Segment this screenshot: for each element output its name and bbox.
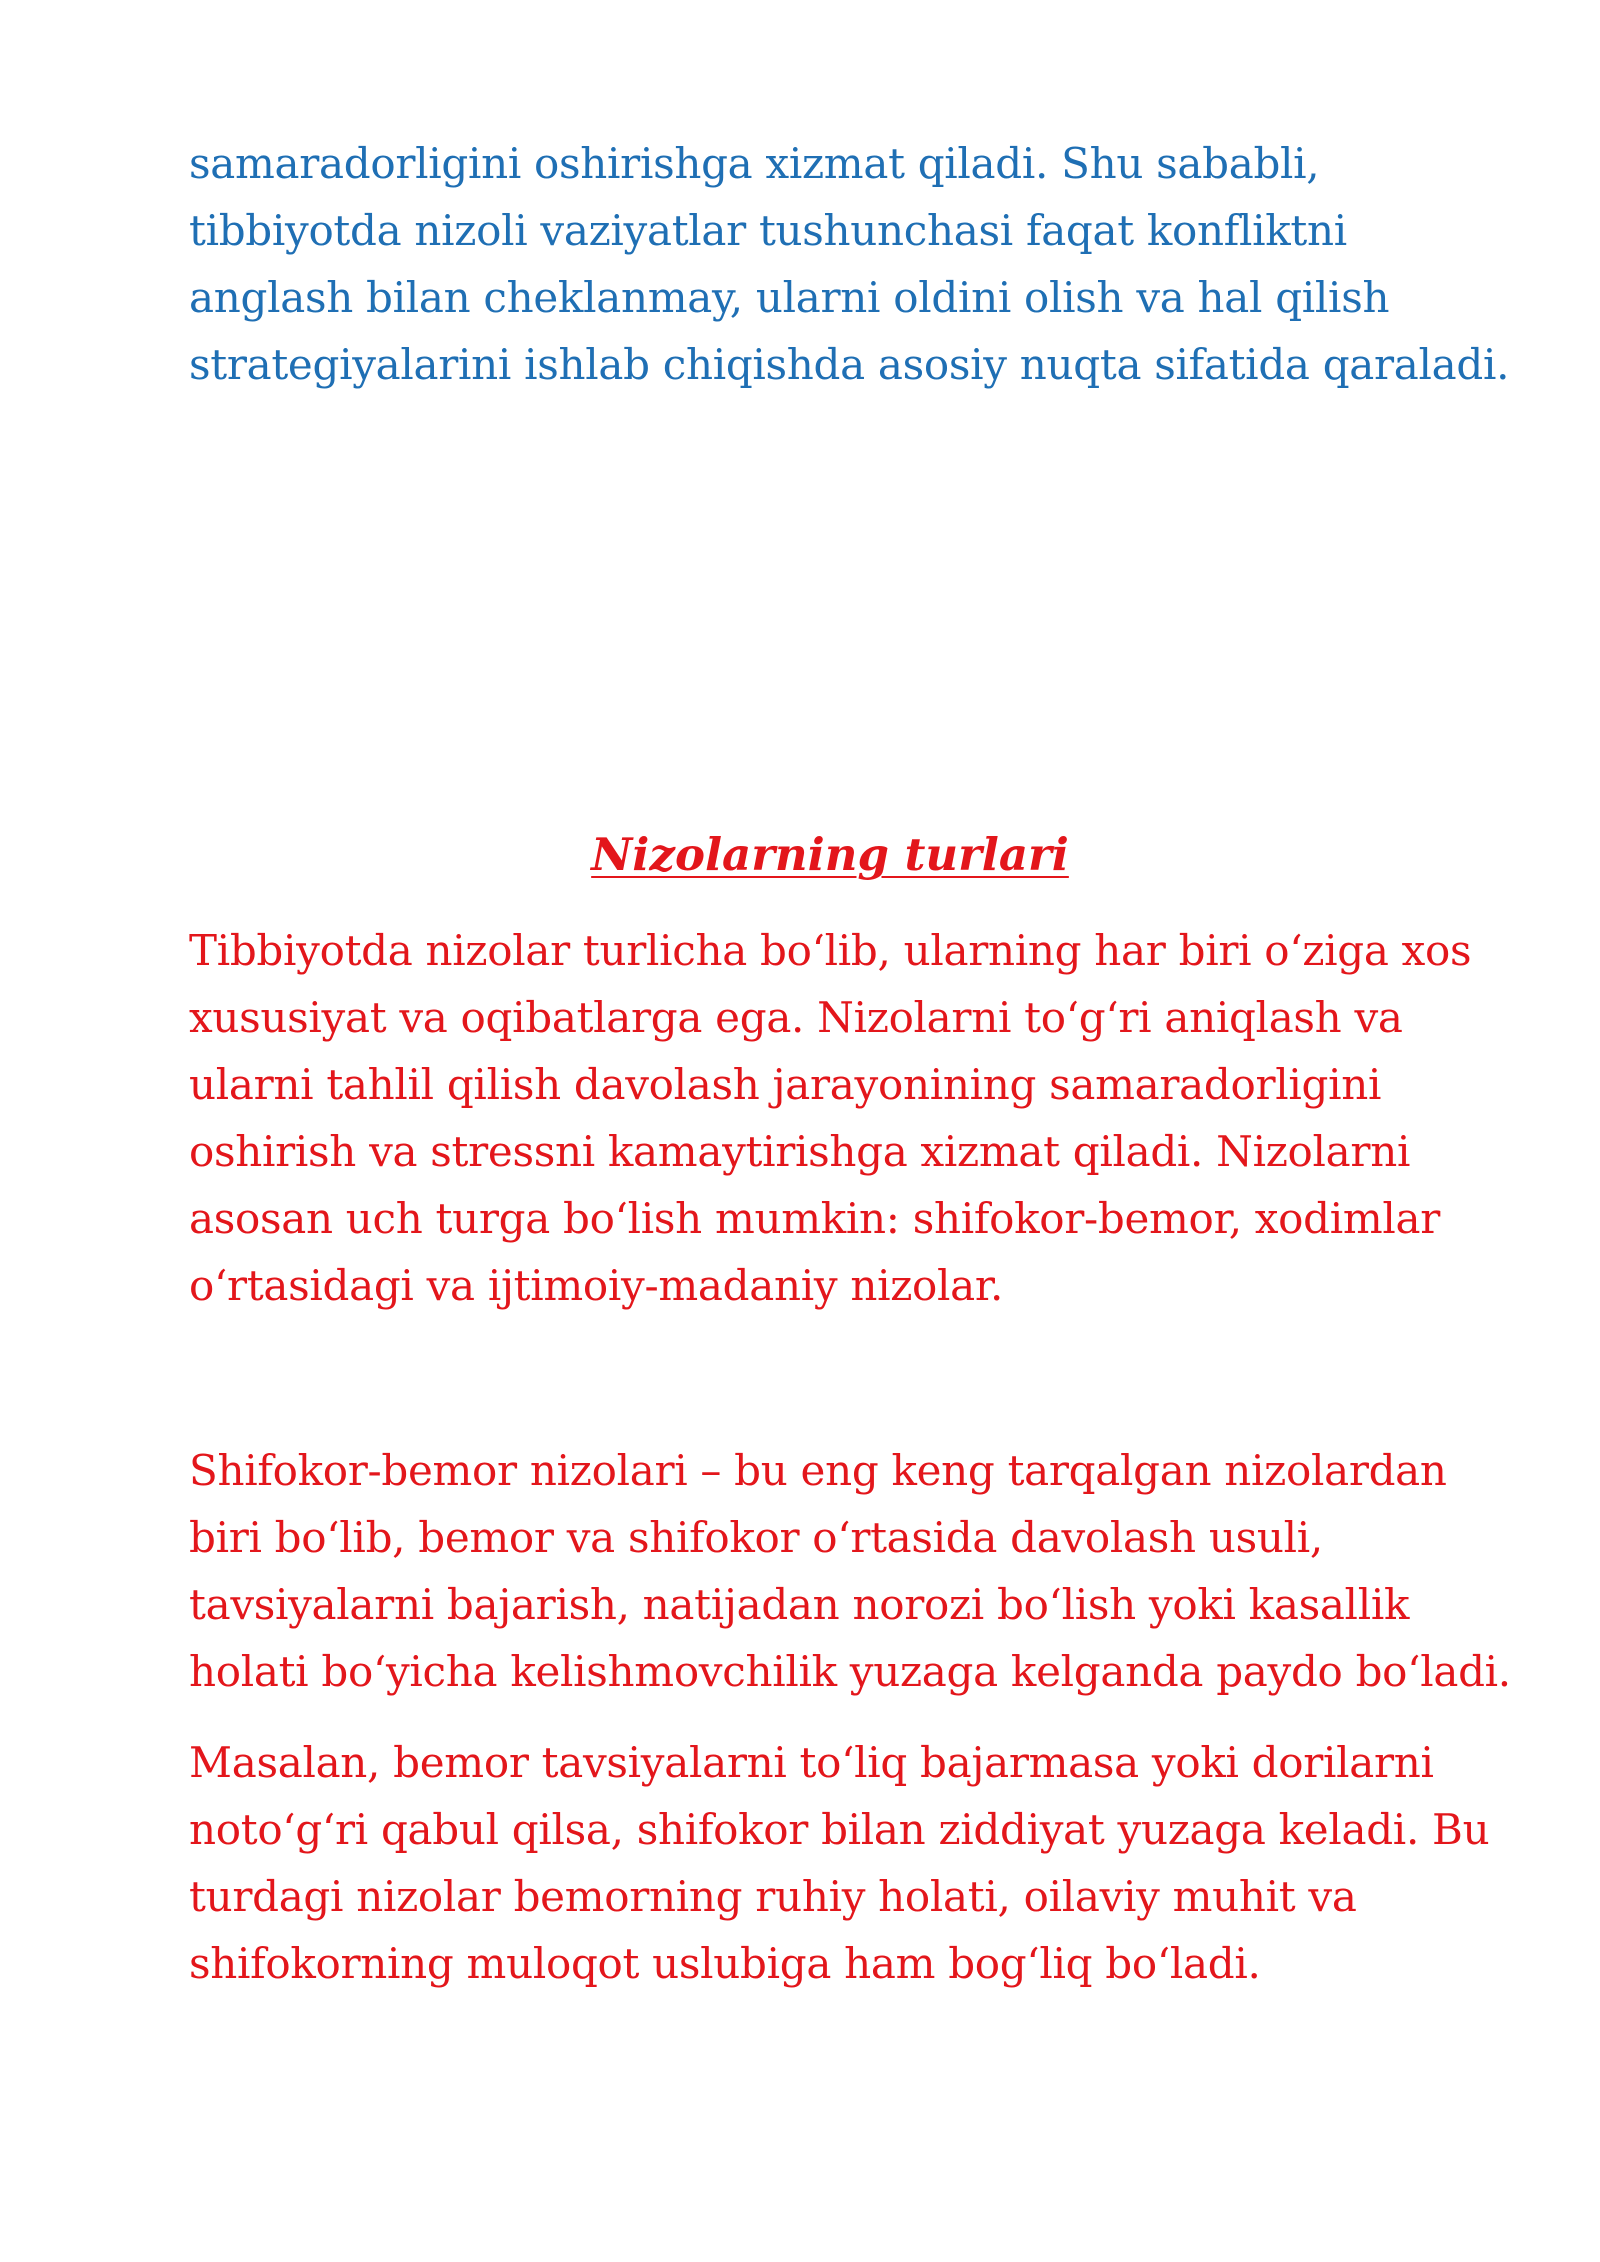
text-line: holati bo‘yicha kelishmovchilik yuzaga kelganda paydo bo‘ladi. bbox=[189, 1647, 1511, 1696]
section-heading: Nizolarning turlari bbox=[591, 828, 1069, 881]
text-line: samaradorligini oshirishga xizmat qiladi. Shu sababli, bbox=[189, 139, 1320, 188]
text-line: o‘rtasidagi va ijtimoiy-madaniy nizolar. bbox=[189, 1261, 1004, 1310]
types-paragraph bbox=[189, 917, 1509, 1319]
text-line: tavsiyalarni bajarish, natijadan norozi bo‘lish yoki kasallik bbox=[189, 1580, 1410, 1629]
text-line: oshirish va stressni kamaytirishga xizmat qiladi. Nizolarni bbox=[189, 1127, 1411, 1176]
doctor-patient-paragraph bbox=[189, 1437, 1509, 1705]
example-paragraph bbox=[189, 1729, 1509, 1997]
text-line: Shifokor-bemor nizolari – bu eng keng tarqalgan nizolardan bbox=[189, 1446, 1447, 1495]
text-line: xususiyat va oqibatlarga ega. Nizolarni to‘g‘ri aniqlash va bbox=[189, 993, 1403, 1042]
text-line: tibbiyotda nizoli vaziyatlar tushunchasi faqat konfliktni bbox=[189, 206, 1347, 255]
text-line: noto‘g‘ri qabul qilsa, shifokor bilan ziddiyat yuzaga keladi. Bu bbox=[189, 1805, 1490, 1854]
text-line: asosan uch turga bo‘lish mumkin: shifokor-bemor, xodimlar bbox=[189, 1194, 1441, 1243]
intro-paragraph bbox=[189, 130, 1509, 398]
text-line: biri bo‘lib, bemor va shifokor o‘rtasida davolash usuli, bbox=[189, 1513, 1323, 1562]
text-line: Masalan, bemor tavsiyalarni to‘liq bajarmasa yoki dorilarni bbox=[189, 1738, 1434, 1787]
text-line: shifokorning muloqot uslubiga ham bog‘liq bo‘ladi. bbox=[189, 1939, 1261, 1988]
text-line: anglash bilan cheklanmay, ularni oldini olish va hal qilish bbox=[189, 273, 1390, 322]
text-line: Tibbiyotda nizolar turlicha bo‘lib, ularning har biri o‘ziga xos bbox=[189, 926, 1472, 975]
text-line: strategiyalarini ishlab chiqishda asosiy nuqta sifatida qaraladi. bbox=[189, 340, 1510, 389]
text-line: ularni tahlil qilish davolash jarayonining samaradorligini bbox=[189, 1060, 1382, 1109]
text-line: turdagi nizolar bemorning ruhiy holati, oilaviy muhit va bbox=[189, 1872, 1357, 1921]
